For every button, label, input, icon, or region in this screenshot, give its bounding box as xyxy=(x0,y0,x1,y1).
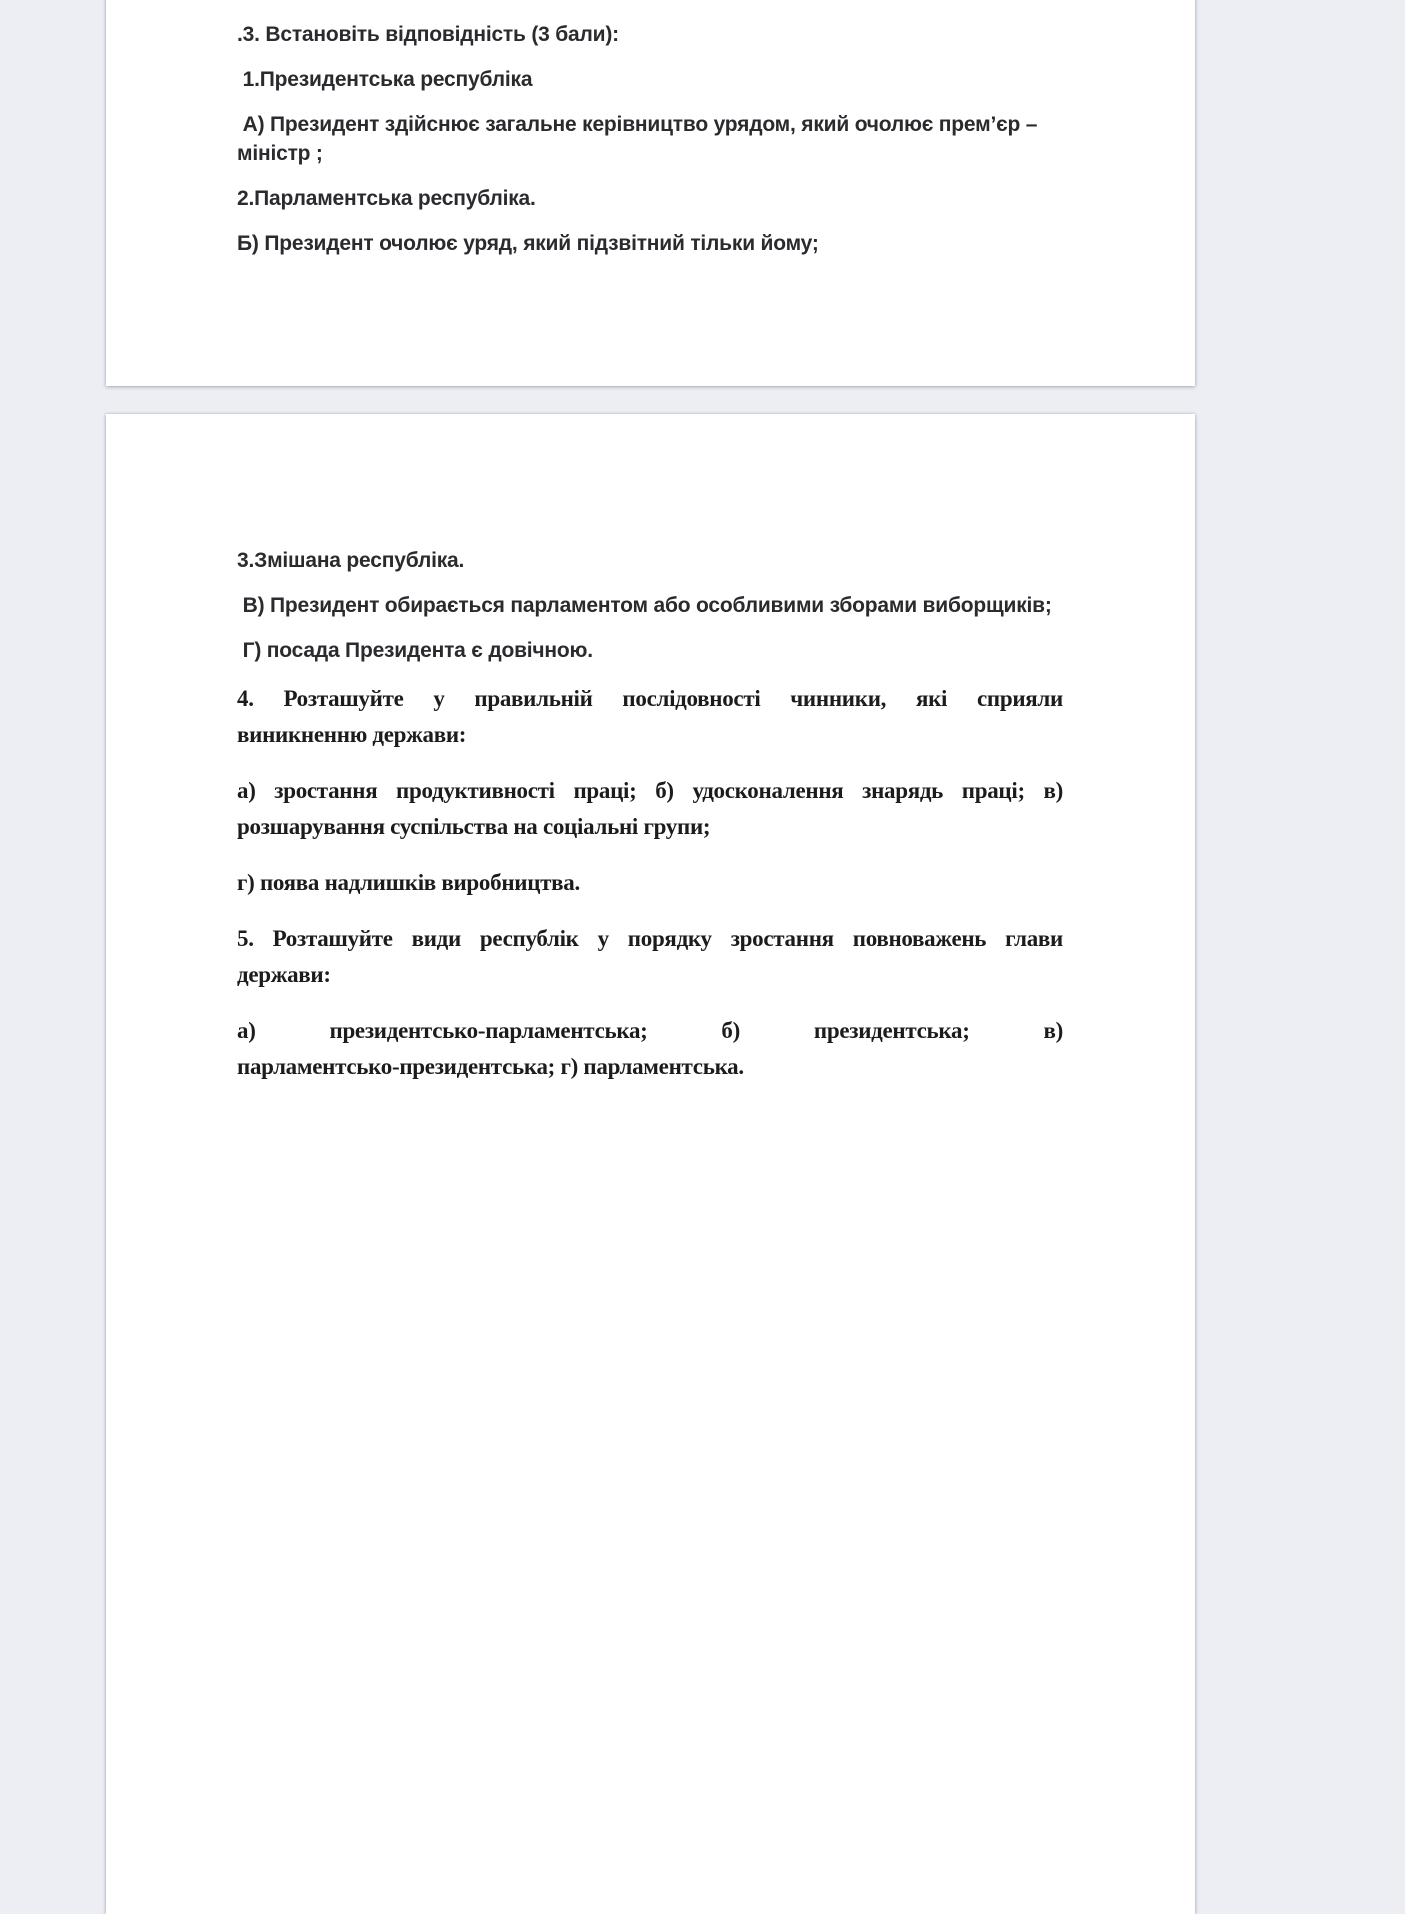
paragraph-question-5-options xyxy=(237,1013,1063,1085)
text-line: В) Президент обирається парламентом або особливими зборами виборщиків; xyxy=(237,594,1052,617)
text-line: виникненню держави: xyxy=(237,722,467,747)
paragraph-question-4-options xyxy=(237,773,1063,845)
text-line: .3. Встановіть відповідність (3 бали): xyxy=(237,23,619,46)
paragraph-option-b xyxy=(237,229,1063,258)
text-line: Г) посада Президента є довічною. xyxy=(237,639,593,662)
text-line: Б) Президент очолює уряд, який підзвітний тільки йому; xyxy=(237,232,819,255)
paragraph-item-2 xyxy=(237,184,1063,213)
text-line: держави: xyxy=(237,962,331,987)
text-line: 5. Розташуйте види республік у порядку зростання повноважень глави xyxy=(237,926,1063,951)
text-line: 3.Змішана республіка. xyxy=(237,549,465,572)
paragraph-item-3 xyxy=(237,546,1063,575)
paragraph-option-a xyxy=(237,110,1063,168)
paragraph-question-3 xyxy=(237,20,1063,49)
text-line: а) президентсько-парламентська; б) президентська; в) xyxy=(237,1018,1063,1043)
document-page-1 xyxy=(106,0,1195,386)
text-line: розшарування суспільства на соціальні групи; xyxy=(237,814,711,839)
paragraph-option-v xyxy=(237,591,1063,620)
paragraph-question-4-option-g xyxy=(237,865,1063,901)
paragraph-question-4 xyxy=(237,681,1063,753)
paragraph-item-1 xyxy=(237,65,1063,94)
text-line: міністр ; xyxy=(237,142,323,165)
text-line: 2.Парламентська республіка. xyxy=(237,187,536,210)
document-page-2 xyxy=(106,414,1195,1914)
text-line: 1.Президентська республіка xyxy=(237,68,533,91)
text-line: г) поява надлишків виробництва. xyxy=(237,870,580,895)
text-line: А) Президент здійснює загальне керівництво урядом, який очолює прем’єр – xyxy=(237,113,1038,136)
paragraph-question-5 xyxy=(237,921,1063,993)
text-line: парламентсько-президентська; г) парламентська. xyxy=(237,1054,744,1079)
text-line: а) зростання продуктивності праці; б) удосконалення знарядь праці; в) xyxy=(237,778,1063,803)
text-line: 4. Розташуйте у правильній послідовності чинники, які сприяли xyxy=(237,686,1063,711)
paragraph-option-g xyxy=(237,636,1063,665)
